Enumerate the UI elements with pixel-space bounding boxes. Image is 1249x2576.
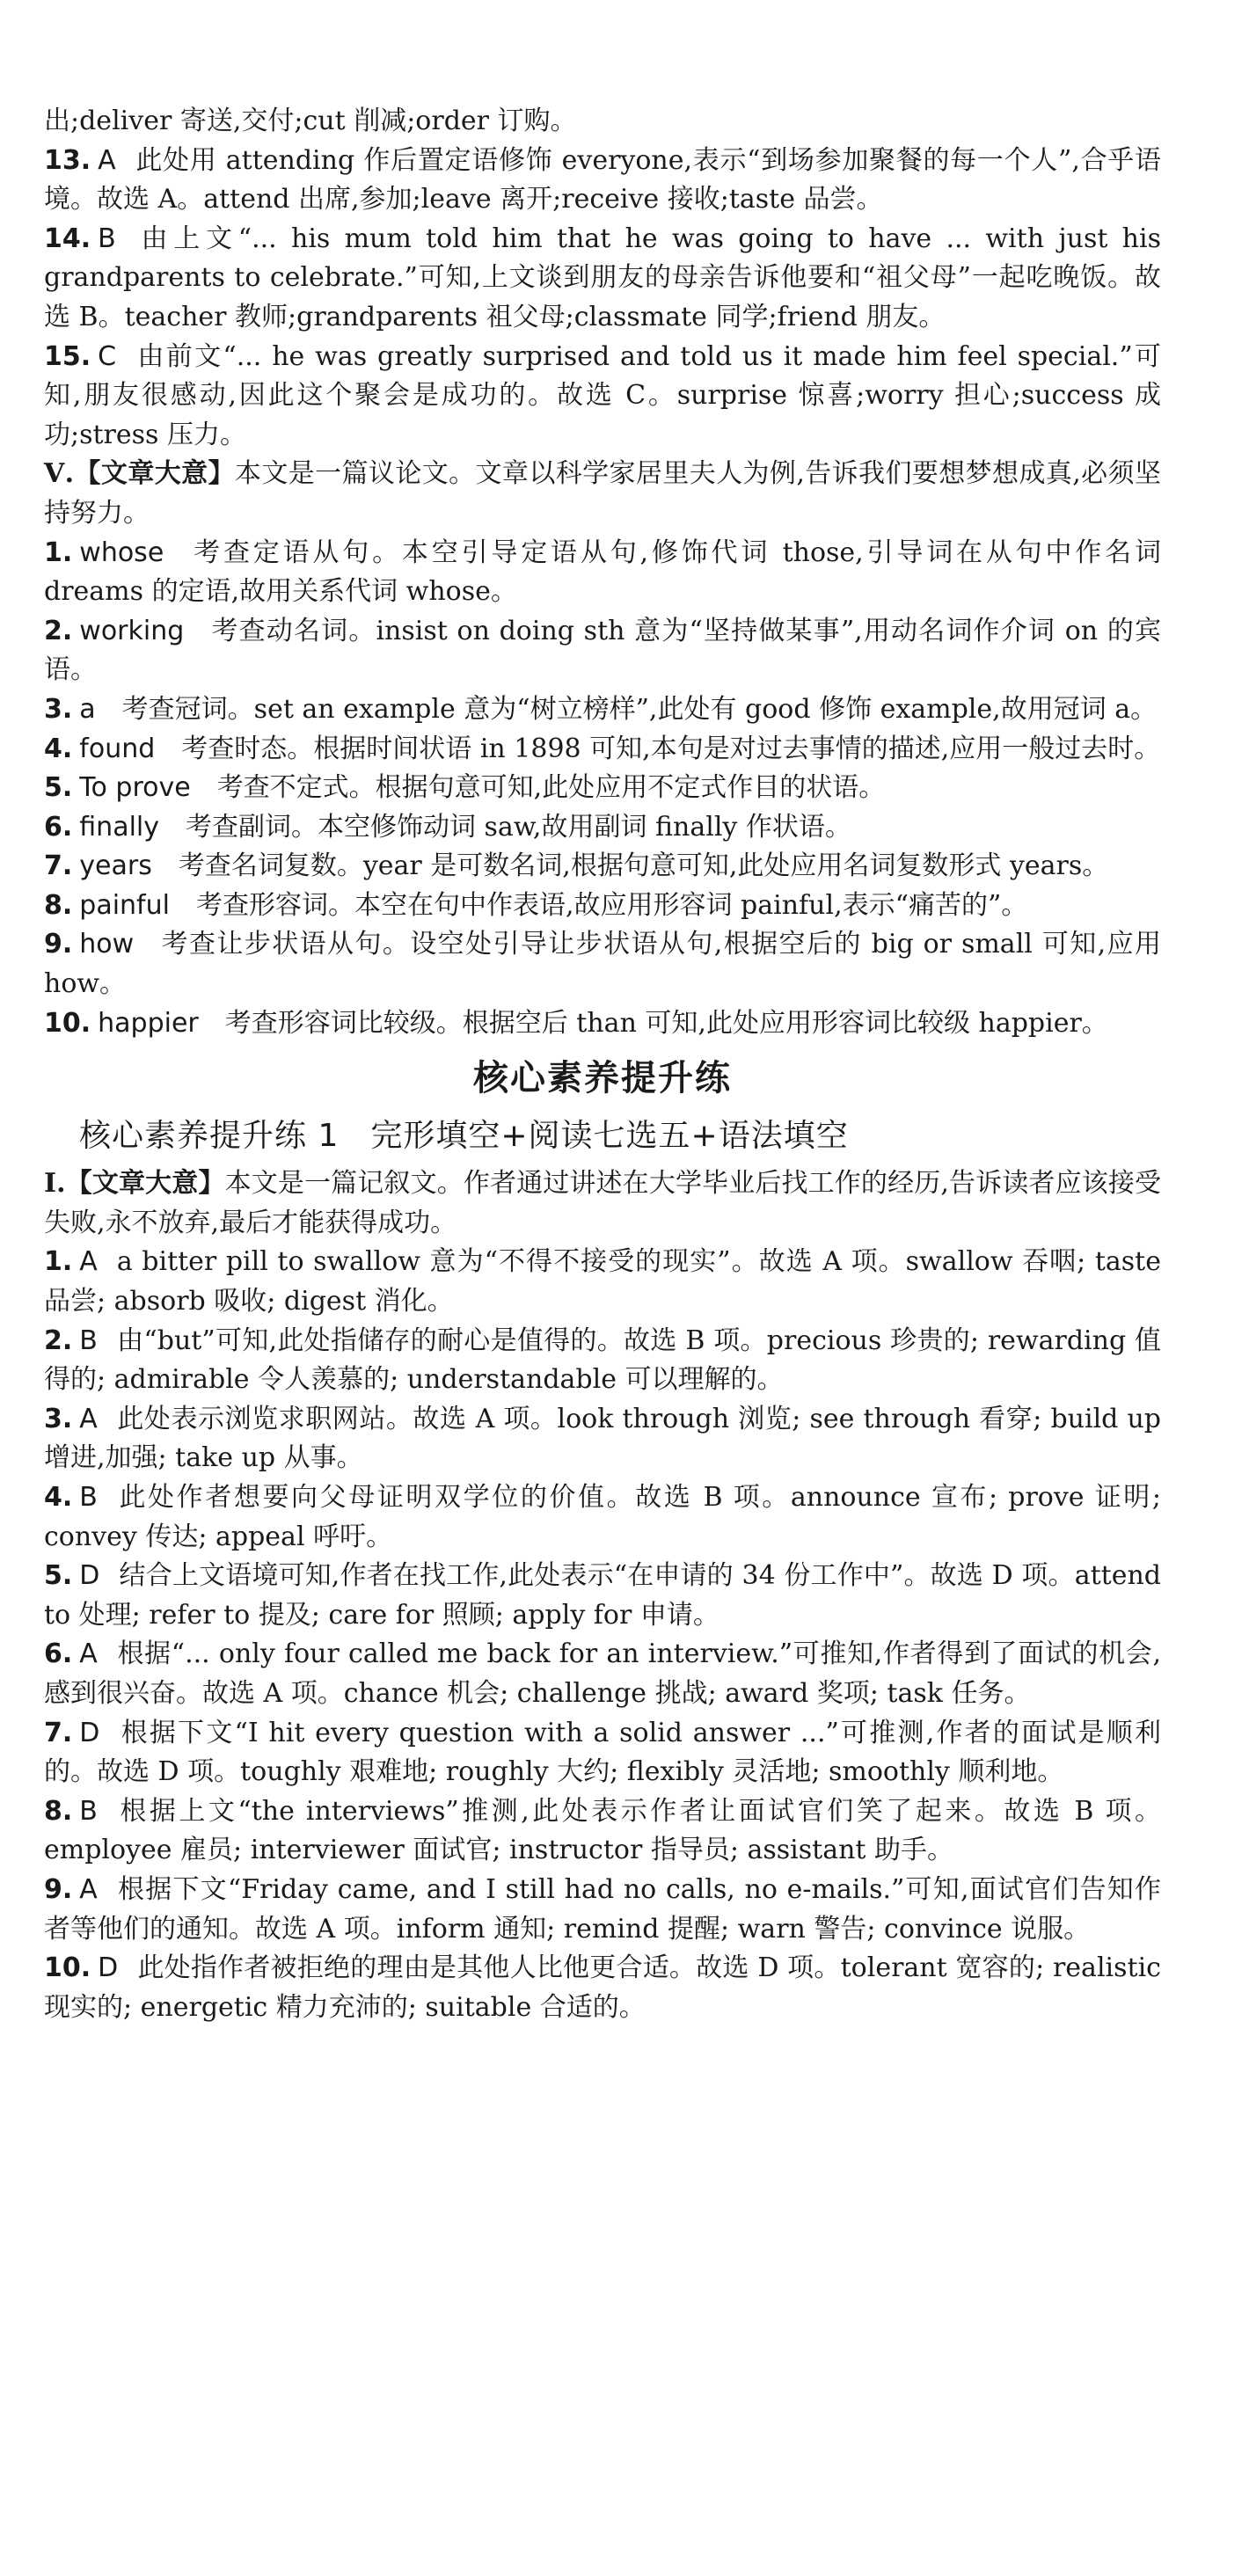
answer-letter: A [98,144,116,176]
answer-text: 考查副词。本空修饰动词 saw,故用副词 finally 作状语。 [186,811,851,843]
answer-item [44,690,1161,730]
answer-word: happier [98,1007,199,1039]
summary-text: 本文是一篇议论文。文章以科学家居里夫人为例,告诉我们要想梦想成真,必须坚持努力。 [44,458,1161,529]
item-number: 7. [44,850,73,882]
item-number: 3. [44,693,73,725]
item-number: 3. [44,1403,73,1434]
answer-text: 考查形容词比较级。根据空后 than 可知,此处应用形容词比较级 happier。 [224,1007,1108,1039]
answer-text: 由上文“... his mum told him that he was going to have ... with just his grandparents to celebrate.”可知,上文谈到朋友的母亲告诉他要和“祖父母”一起吃晚饭。故选 B。teacher 教师;grandparents 祖父母;classmate 同学;friend 朋友。 [44,223,1161,332]
answer-text: 此处用 attending 作后置定语修饰 everyone,表示“到场参加聚餐的每一个人”,合乎语境。故选 A。attend 出席,参加;leave 离开;receive 接收;taste 品尝。 [44,144,1161,215]
answer-word: whose [79,536,164,568]
answer-continuation [44,102,1161,142]
answer-item [44,220,1161,338]
item-number: 8. [44,889,73,921]
summary-text: 本文是一篇记叙文。作者通过讲述在大学毕业后找工作的经历,告诉读者应该接受失败,永不放弃,最后才能获得成功。 [44,1168,1161,1238]
answer-letter: B [79,1324,98,1356]
passage-summary [44,1164,1161,1243]
answer-text: 此处作者想要向父母证明双学位的价值。故选 B 项。announce 宣布; prove 证明; convey 传达; appeal 呼吁。 [44,1482,1161,1552]
item-number: 5. [44,1560,73,1592]
answer-item [44,1714,1161,1792]
answer-item [44,925,1161,1003]
answer-letter: A [79,1246,98,1278]
item-number: 9. [44,929,73,960]
answer-item [44,1004,1161,1044]
answer-item [44,612,1161,690]
answer-item [44,730,1161,770]
answer-item [44,769,1161,808]
answer-item [44,1635,1161,1713]
answer-letter: C [98,340,117,372]
item-number: 10. [44,1952,91,1984]
answer-word: years [79,850,152,882]
item-number: 2. [44,1324,73,1356]
answer-text: 根据“... only four called me back for an interview.”可推知,作者得到了面试的机会,感到很兴奋。故选 A 项。chance 机会; challenge 挑战; award 奖项; task 任务。 [44,1638,1161,1709]
answer-word: a [79,693,96,725]
item-number: 6. [44,1638,73,1670]
answer-text: 考查形容词。本空在句中作表语,故应用形容词 painful,表示“痛苦的”。 [195,889,1028,921]
answer-word: To prove [79,772,191,804]
answer-text: 根据下文“I hit every question with a solid answer ...”可推测,作者的面试是顺利的。故选 D 项。toughly 艰难地; roughly 大约; flexibly 灵活地; smoothly 顺利地。 [44,1717,1161,1788]
section-label: Ⅴ.【文章大意】 [44,458,235,490]
subsection-title [79,1112,1161,1161]
subsection-name: 完形填空+阅读七选五+语法填空 [370,1118,849,1155]
answer-item [44,1871,1161,1949]
passage-summary [44,455,1161,533]
answer-word: painful [79,889,170,921]
answer-text: 由“but”可知,此处指储存的耐心是值得的。故选 B 项。precious 珍贵的; rewarding 值得的; admirable 令人羡慕的; understandable 可以理解的。 [44,1324,1161,1396]
answer-letter: B [79,1482,98,1513]
answer-item [44,847,1161,887]
answer-text: 出;deliver 寄送,交付;cut 削减;order 订购。 [44,106,577,136]
answer-letter: B [79,1795,98,1827]
top-answers [44,102,1161,1043]
item-number: 5. [44,772,73,804]
answer-letter: A [79,1873,98,1905]
answer-item [44,1792,1161,1871]
answer-item [44,338,1161,456]
answer-word: finally [79,811,159,843]
answer-item [44,887,1161,926]
item-number: 14. [44,223,91,254]
answer-item [44,1557,1161,1635]
item-number: 2. [44,615,73,646]
answer-letter: B [98,223,116,254]
answer-text: 考查名词复数。year 是可数名词,根据句意可知,此处应用名词复数形式 years。 [178,850,1109,882]
answer-item [44,534,1161,612]
answer-text: 考查定语从句。本空引导定语从句,修饰代词 those,引导词在从句中作名词 dreams 的定语,故用关系代词 whose。 [44,536,1161,608]
answer-text: 考查冠词。set an example 意为“树立榜样”,此处有 good 修饰 example,故用冠词 a。 [121,693,1158,725]
answer-item [44,1322,1161,1400]
item-number: 4. [44,733,73,764]
answer-letter: D [79,1717,100,1748]
answer-item [44,1400,1161,1478]
answer-word: working [79,615,185,646]
answer-text: 考查不定式。根据句意可知,此处应用不定式作目的状语。 [216,772,886,804]
item-number: 1. [44,1246,73,1278]
answer-word: how [79,929,135,960]
answer-text: 考查时态。根据时间状语 in 1898 可知,本句是对过去事情的描述,应用一般过去时。 [181,733,1161,764]
answer-item [44,1949,1161,2027]
answer-letter: A [79,1638,98,1670]
item-number: 10. [44,1007,91,1039]
bottom-answers [44,1164,1161,2027]
answer-text: 结合上文语境可知,作者在找工作,此处表示“在申请的 34 份工作中”。故选 D 项。attend to 处理; refer to 提及; care for 照顾; apply for 申请。 [44,1560,1161,1631]
answer-item [44,1478,1161,1557]
answer-letter: A [79,1403,98,1434]
answer-text: a bitter pill to swallow 意为“不得不接受的现实”。故选 A 项。swallow 吞咽; taste 品尝; absorb 吸收; digest 消化。 [44,1246,1161,1317]
item-number: 15. [44,340,91,372]
answer-text: 此处指作者被拒绝的理由是其他人比他更合适。故选 D 项。tolerant 宽容的; realistic 现实的; energetic 精力充沛的; suitable 合适的。 [44,1952,1161,2023]
answer-item [44,142,1161,220]
answer-text: 根据上文“the interviews”推测,此处表示作者让面试官们笑了起来。故选 B 项。employee 雇员; interviewer 面试官; instructor 指导员; assistant 助手。 [44,1795,1161,1866]
section-title: 核心素养提升练 [473,1058,732,1099]
section-label: Ⅰ.【文章大意】 [44,1168,225,1200]
subsection-label: 核心素养提升练 1 [79,1118,340,1155]
item-number: 9. [44,1873,73,1905]
answer-text: 考查让步状语从句。设空处引导让步状语从句,根据空后的 big or small 可知,应用 how。 [44,929,1161,1000]
item-number: 8. [44,1795,73,1827]
answer-letter: D [98,1952,119,1984]
answer-text: 由前文“... he was greatly surprised and told us it made him feel special.”可知,朋友很感动,因此这个聚会是成功的。故选 C。surprise 惊喜;worry 担心;success 成功;stress 压力。 [44,340,1161,450]
answer-word: found [79,733,156,764]
answer-text: 考查动名词。insist on doing sth 意为“坚持做某事”,用动名词作介词 on 的宾语。 [44,615,1161,686]
answer-text: 此处表示浏览求职网站。故选 A 项。look through 浏览; see through 看穿; build up 增进,加强; take up 从事。 [44,1403,1161,1474]
item-number: 13. [44,144,91,176]
answer-item [44,808,1161,848]
item-number: 7. [44,1717,73,1748]
answer-item [44,1243,1161,1321]
item-number: 1. [44,536,73,568]
answer-letter: D [79,1560,100,1592]
answer-text: 根据下文“Friday came, and I still had no calls, no e-mails.”可知,面试官们告知作者等他们的通知。故选 A 项。inform 通知; remind 提醒; warn 警告; convince 说服。 [44,1873,1161,1945]
item-number: 4. [44,1482,73,1513]
item-number: 6. [44,811,73,843]
